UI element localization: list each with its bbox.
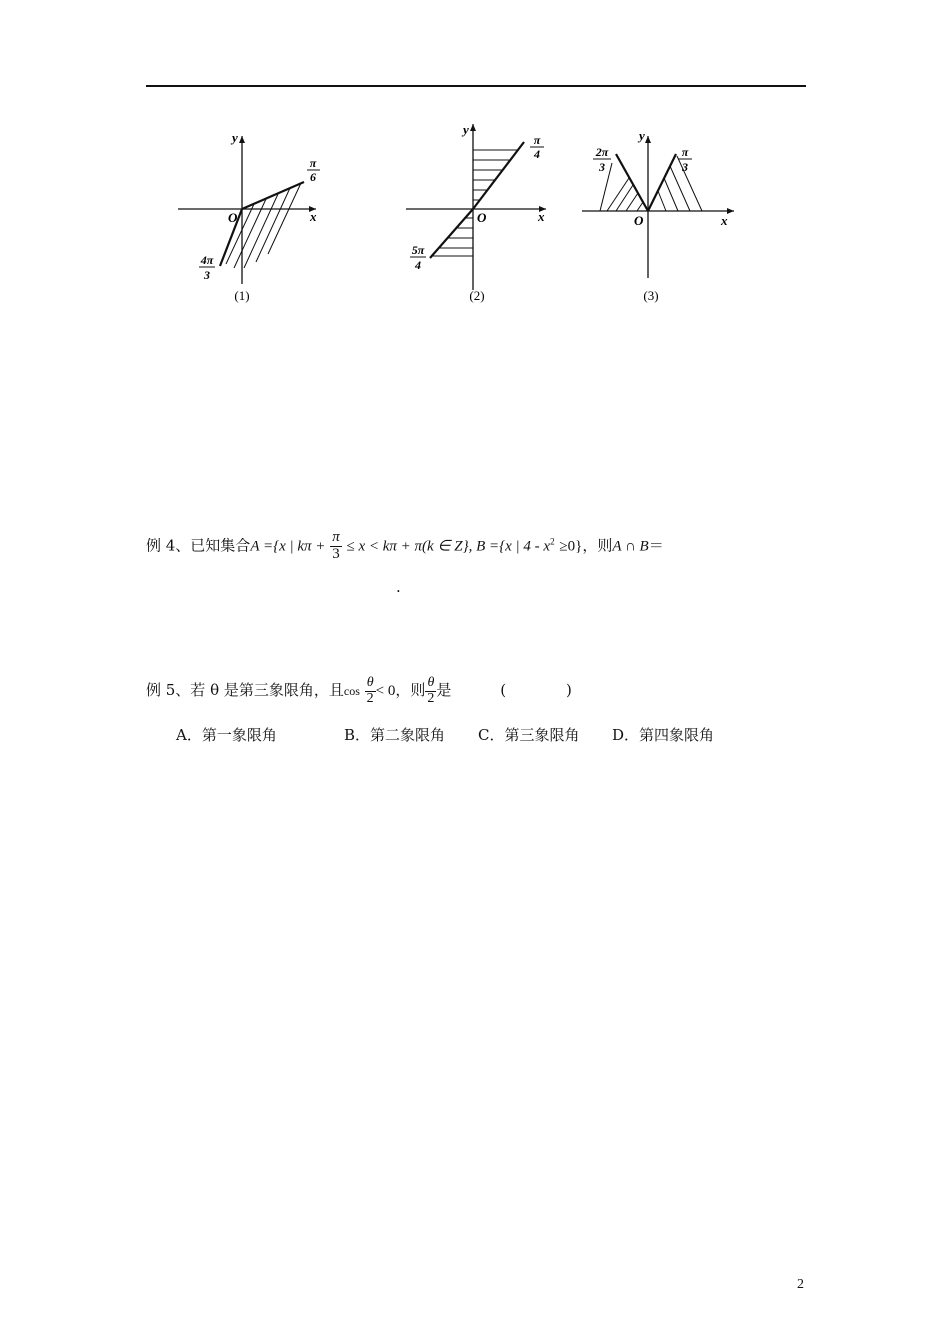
example-4 <box>146 530 664 563</box>
equals-sign: ＝ <box>648 536 664 555</box>
option-letter: C． <box>478 726 505 744</box>
fraction-numerator: θ <box>425 676 436 692</box>
angle-label-den: 4 <box>415 258 421 272</box>
answer-blank-dot: . <box>396 578 401 596</box>
option-c[interactable] <box>478 724 612 745</box>
angle-label-num: π <box>533 133 541 147</box>
fraction-numerator: θ <box>365 676 376 692</box>
figure-caption: (3) <box>643 288 659 303</box>
figure-caption: (1) <box>234 288 250 303</box>
fraction-denominator: 3 <box>332 545 340 562</box>
option-letter: A． <box>176 726 202 744</box>
set-a-end: ≤ x < kπ + π(k ∈ Z}, B ={x | 4 - x <box>346 538 551 555</box>
page-number: 2 <box>797 1277 804 1292</box>
x-axis-label: x <box>310 209 317 224</box>
origin-label: O <box>634 213 644 228</box>
angle-label-num: π <box>309 156 317 170</box>
example-5-then: ，则 <box>395 681 426 700</box>
angle-label-den: 3 <box>599 160 605 174</box>
option-a[interactable] <box>176 724 344 745</box>
set-a-start: A ={x | kπ + <box>250 538 326 555</box>
cos-function: cos <box>343 684 360 699</box>
figure-1-diagram <box>170 118 330 318</box>
intersection-expr: A ∩ B <box>612 538 649 555</box>
figure-1 <box>170 118 330 318</box>
figure-2-diagram <box>400 118 560 318</box>
exponent: 2 <box>550 536 555 547</box>
angle-label-num: 2π <box>595 145 609 159</box>
figure-2 <box>400 118 560 318</box>
inequality: < 0 <box>375 683 396 700</box>
origin-label: O <box>228 210 238 225</box>
theta-over-2-fraction <box>425 676 436 706</box>
angle-label-den: 6 <box>310 170 316 184</box>
header-rule <box>146 85 806 87</box>
example-4-then: ，则 <box>582 536 613 555</box>
theta-over-2-fraction <box>365 676 376 706</box>
figure-3 <box>578 118 748 318</box>
option-d[interactable] <box>612 724 714 745</box>
x-axis-label: x <box>721 213 728 228</box>
set-b-end: ≥0} <box>559 538 583 555</box>
y-axis-label: y <box>232 130 238 145</box>
option-text: 第三象限角 <box>504 726 580 744</box>
angle-label-num: 4π <box>200 253 214 267</box>
answer-parentheses: ( ) <box>500 681 572 700</box>
angle-label-num: π <box>681 145 689 159</box>
fraction-denominator: 2 <box>366 690 374 706</box>
example-5-prefix: 例 5、若 θ 是第三象限角，且 <box>146 681 344 700</box>
option-text: 第一象限角 <box>201 726 277 744</box>
example-4-prefix: 例 4、已知集合 <box>146 536 251 555</box>
y-axis-label: y <box>463 122 469 137</box>
option-text: 第四象限角 <box>639 726 715 744</box>
option-text: 第二象限角 <box>370 726 446 744</box>
angle-label-den: 3 <box>682 160 688 174</box>
answer-options <box>176 724 714 745</box>
angle-label-den: 4 <box>534 147 540 161</box>
example-5 <box>146 676 572 706</box>
angle-label-num: 5π <box>411 243 425 257</box>
option-letter: B． <box>344 726 371 744</box>
origin-label: O <box>477 210 487 225</box>
y-axis-label: y <box>639 128 645 143</box>
figure-3-diagram <box>578 118 748 318</box>
option-letter: D． <box>612 726 640 744</box>
x-axis-label: x <box>538 209 545 224</box>
option-b[interactable] <box>344 724 478 745</box>
example-5-is: 是 <box>436 681 452 700</box>
figure-caption: (2) <box>469 288 485 303</box>
angle-label-den: 3 <box>204 268 210 282</box>
fraction-denominator: 2 <box>427 690 435 706</box>
fraction-numerator: π <box>332 529 340 545</box>
pi-over-3-fraction <box>330 530 342 563</box>
example-4-blank <box>396 578 401 596</box>
